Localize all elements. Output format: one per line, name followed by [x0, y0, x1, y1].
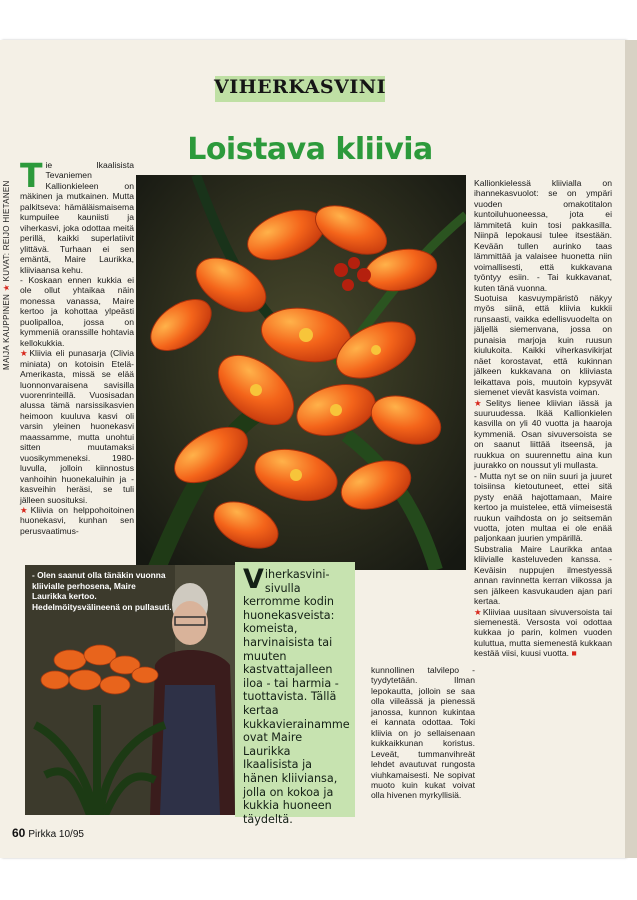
- paragraph: kunnollinen talvilepo - tyydytetään. Ilman lepokautta, jolloin se saa olla viileässä ja pienessä janossa, kunnon kukintaa ei kannata odottaa. Toki kliivia on jo sellaisenaan kukkaikkunan koristus. Leveät, tummanvihreät lehdet avautuvat rungosta viuhkamaisesti. Ne sopivat muoto kuin kukat voivat olla hivenen myrkyllisiä.: [371, 665, 475, 801]
- paragraph: - Koskaan ennen kukkia ei ole ollut yhtaikaa näin monessa vanassa, Maire kertoo ja kohottaa ylpeästi puolipalloa, jossa on kymmeniä oranssille hohtavia kellokukkia.: [20, 274, 134, 348]
- article-column-left: [20, 156, 134, 536]
- star-icon: ★: [474, 606, 483, 617]
- issue-label: Pirkka 10/95: [28, 829, 84, 840]
- paragraph: ie Ikaalisista Tevaniemen Kallionkieleen on mäkinen ja mutkainen. Mutta palkitseva: hämäläismaisema kumpuilee kauniisti ja viherkasvi, joka odottaa meitä perillä, kaikki superlatiivit ylittävä. Turhaan ei sen emäntä, Maire Laurikka, kliiviaansa kehu.: [20, 160, 134, 275]
- paragraph: ★Kliivia eli punasarja (Clivia miniata) on kotoisin Etelä-Amerikasta, missä se elää luonnonvaraisena savisilla vuorenrinteillä. Vuosisadan alussa tämä narsissikasvien heimoon kuuluva kasvi oli varsin yleinen huonekasvi maassamme, mutta unohtui sitten muutamaksi vuosikymmeneksi. 1980-luvulla, jolloin kiinnostus vanhoihin huonekaluihin ja -kasveihin heräsi, se tuli jälleen suosituksi.: [20, 348, 134, 505]
- article-column-middle: [371, 665, 475, 801]
- page-footer: [12, 826, 84, 840]
- clivia-photo: [136, 175, 466, 570]
- headline: Loistava kliivia: [187, 132, 433, 167]
- paragraph: ★Kliiviaa uusitaan sivuversoista tai siemenestä. Versosta voi odottaa kukkaa jo parin, kolmen vuoden kuluttua, mutta siemenestä kukkaan kestää viisi, kuusi vuotta. ■: [474, 606, 612, 659]
- drop-cap: V: [243, 564, 264, 595]
- photo-caption: - Olen saanut olla tänäkin vuonna kliivialle perhosena, Maire Laurikka kertoo. Hedelmöitysvälineenä on pullasuti.: [32, 570, 172, 612]
- paragraph: Suotuisa kasvuympäristö näkyy myös siinä, että kliivia kukkii runsaasti, vaikka edellisvuodelta on jäljellä siemenvana, jossa on punaisia marjoja kuin ruusun kiulukoita. Kaikki viherkasvikirjat näet korostavat, että kukinnan jälkeen kukkavana on kliiviasta leikattava pois, muutoin kypsyvät siemenet vievät kasvista voiman.: [474, 292, 612, 398]
- photographer-credit: KUVAT: REIJO HIETANEN: [2, 180, 11, 282]
- paragraph: Kallionkielessä kliivialla on ihannekasvuolot: se on ympäri vuoden omakotitalon kuntoiluhuoneessa, jota ei lämmitetä kuin tosi pakkasilla. Niinpä lepokausi tulee itsestään. Kevään tullen aurinko taas lämmittää ja valaisee huonetta niin voimallisesti, että kukkavana työntyy esiin. - Tai kukkavanat, kuten tänä vuonna.: [474, 178, 612, 293]
- article-column-right: [474, 178, 612, 659]
- paragraph: ★Selitys lienee kliivian iässä ja suuruudessa. Ikää Kallionkielen kasvilla on yli 40 vuotta ja haaroja kymmeniä. Osan sivuversoista se on saanut liittää itseensä, ja ruukkua on suurennettu aina kun juurakko on noussut yli mullasta.: [474, 397, 612, 471]
- page-edge: [625, 40, 637, 858]
- section-title: VIHERKASVINI: [214, 76, 386, 98]
- end-mark-icon: ■: [571, 648, 577, 659]
- drop-cap: T: [20, 156, 43, 195]
- page-number: 60: [12, 826, 26, 840]
- paragraph: Substralia Maire Laurikka antaa kliivialle kasteluveden kanssa. - Keväisin nuppujen ilmestyessä annan ravinnetta kerran viikossa ja sen jälkeen kasvukauden ajan pari kertaa.: [474, 543, 612, 607]
- intro-text: iherkasvini-sivulla kerromme kodin huonekasveista: komeista, harvinaisista tai muuten kastvattajalleen iloa - tai harmia - tuottavista. Tällä kertaa kukkavierainamme ovat Maire Laurikka Ikaalisista ja hänen kliiviansa, jolla on kokoa ja kukkia huoneen täydeltä.: [243, 568, 350, 826]
- star-icon: ★: [20, 348, 30, 359]
- star-icon: ★: [474, 397, 486, 408]
- paragraph: ★Kliivia on helppohoitoinen huonekasvi, kunhan sen perusvaatimus-: [20, 504, 134, 536]
- photo-credits: [2, 160, 11, 370]
- star-icon: ★: [2, 283, 11, 292]
- paragraph: - Mutta nyt se on niin suuri ja juuret toisiinsa kietoutuneet, ettei sitä pysty enää hajottamaan, Maire kertoo ja muistelee, että viimeisestä ruukun vaihdosta on jo seitsemän vuotta, joten multaa ei ole enää paljonkaan juurien ympärillä.: [474, 470, 612, 544]
- intro-box: [235, 562, 355, 826]
- writer-credit: MAIJA KAUPPINEN: [2, 293, 11, 370]
- star-icon: ★: [20, 504, 31, 515]
